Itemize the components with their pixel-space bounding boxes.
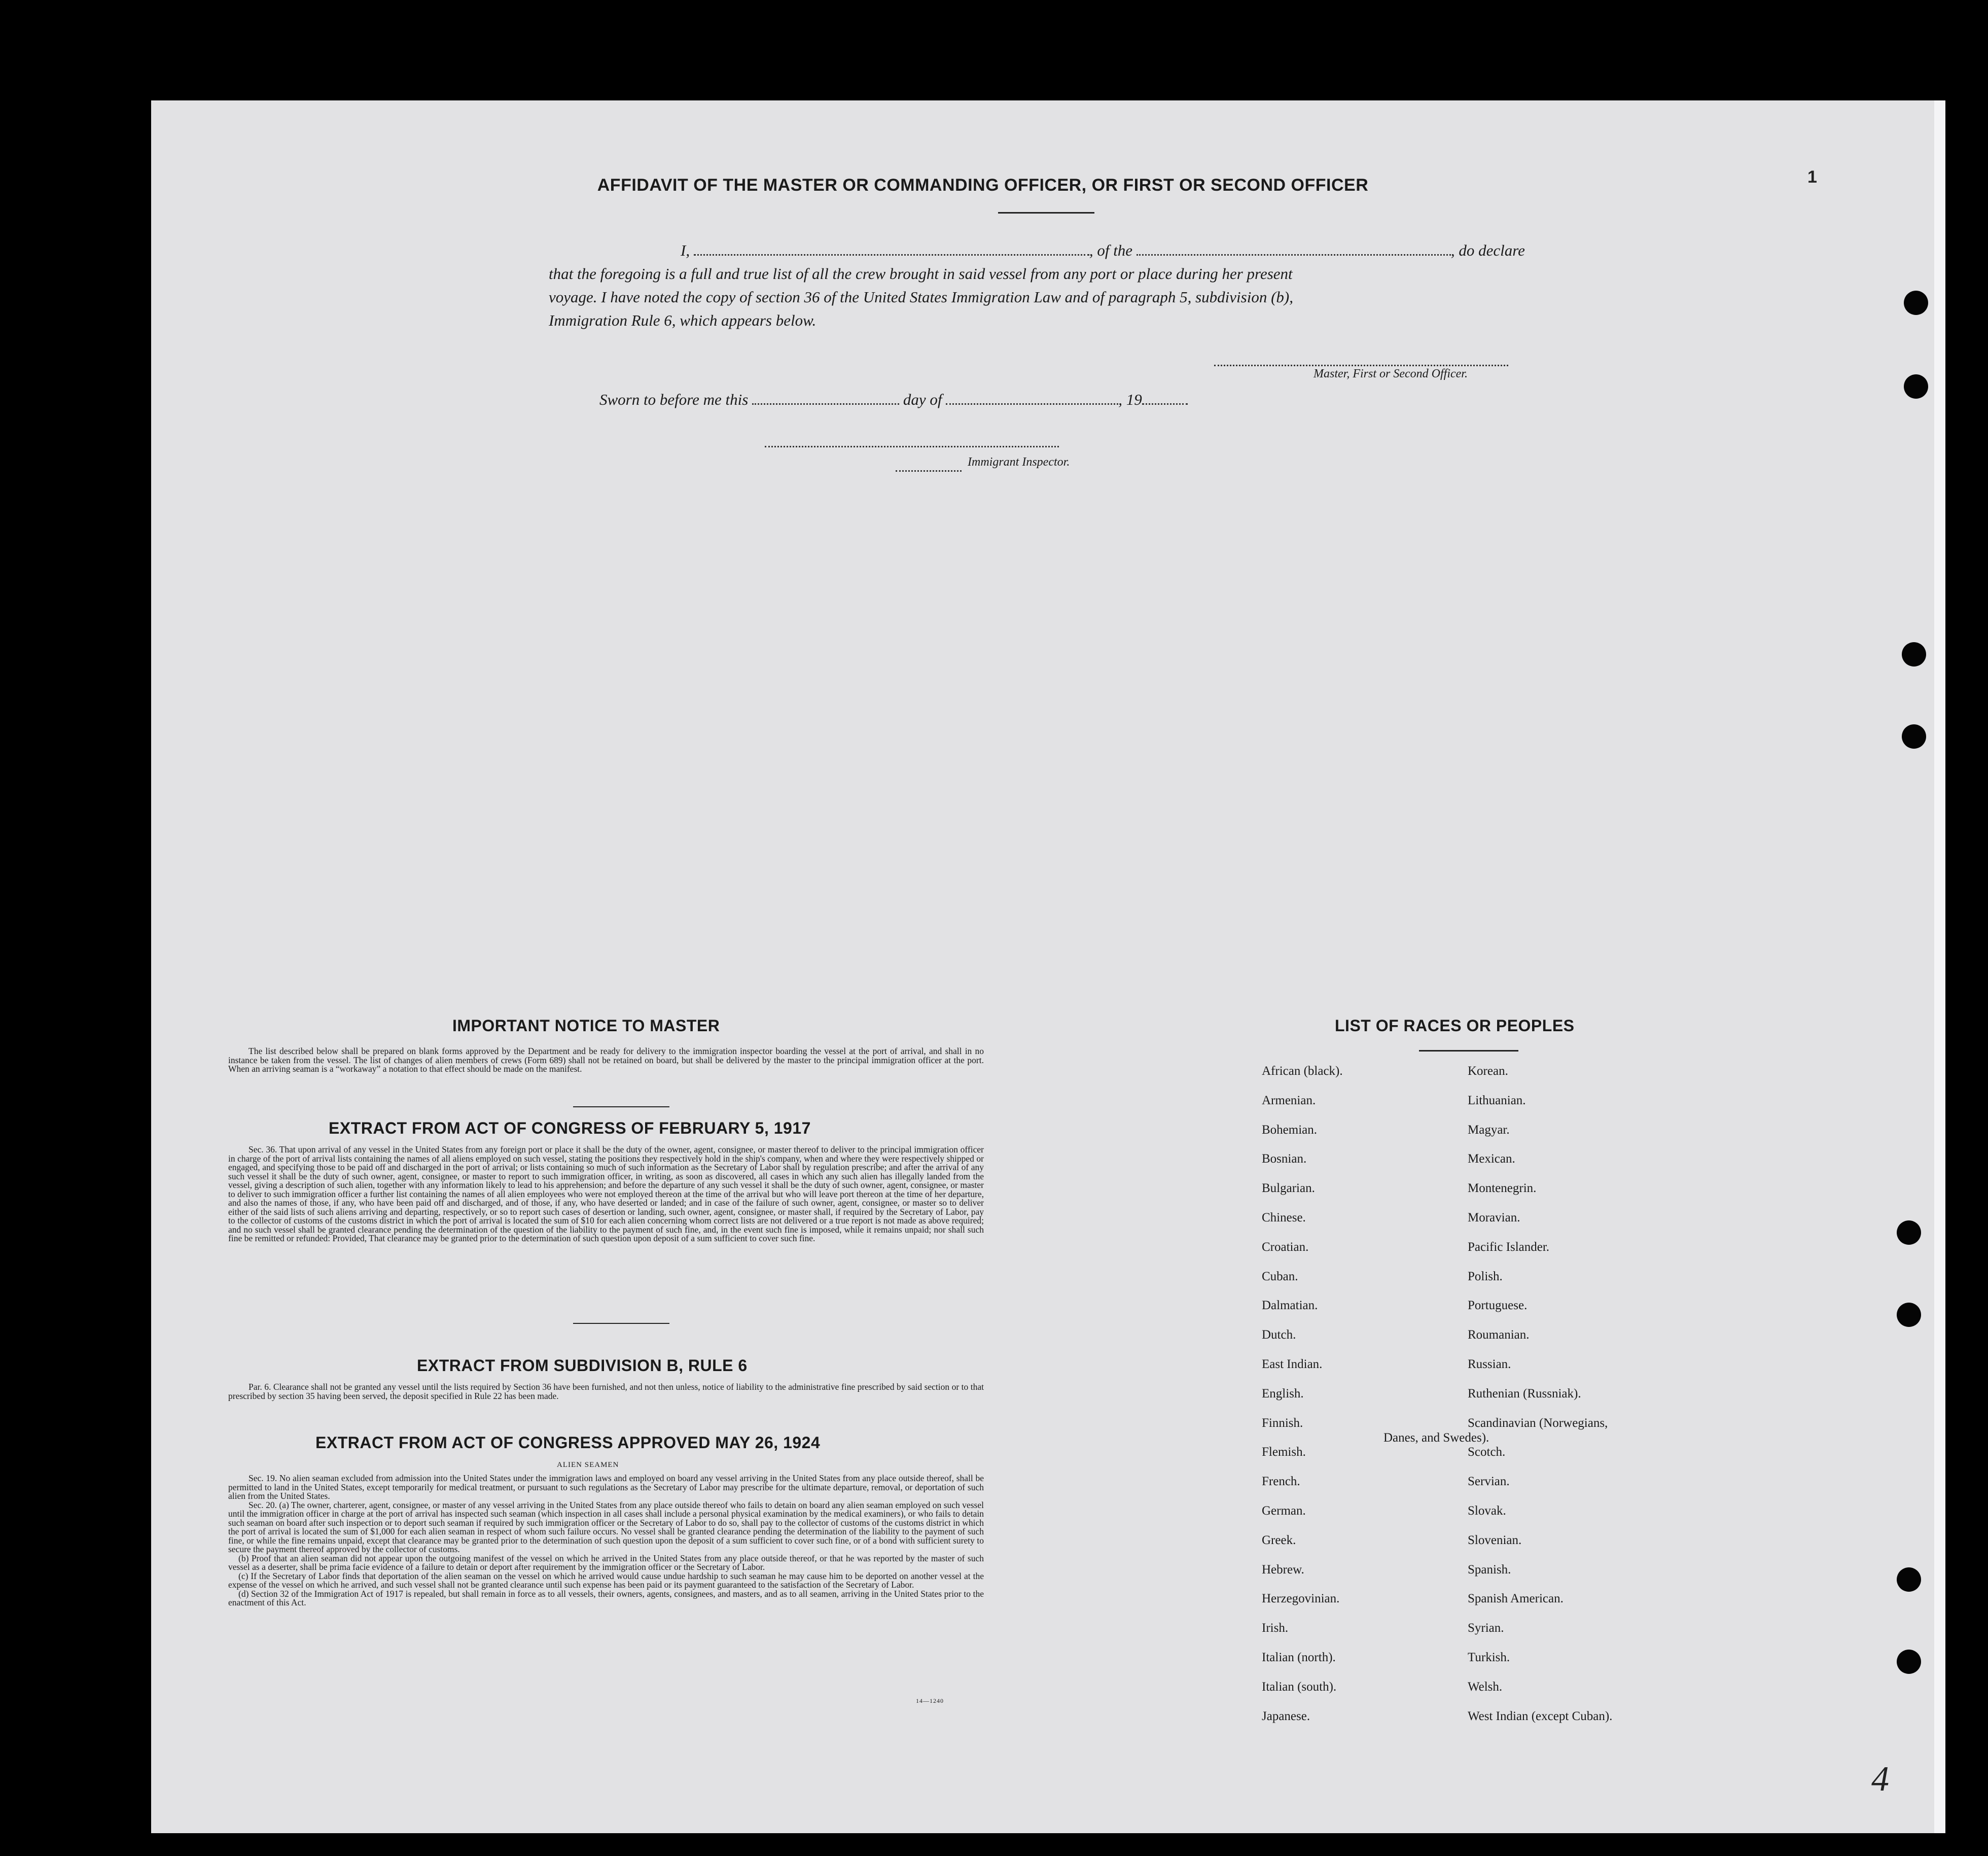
extract-1917-text: Sec. 36. That upon arrival of any vessel in the United States from any foreign port or place it shall be the duty of the owner, agent, consignee, or master thereof to deliver to the principal immigration officer in charge of the port of arrival lists containing the names of all aliens employed on such vessel, stating the positions they respectively hold in the ship's company, when and where they were respectively shipped or engaged, and specifying those to be paid off and discharged in the port of arrival; or lists containing so much of such information as the Secretary of Labor shall by regulation prescribe; and after the arrival of any such vessel it shall be the duty of such owner, agent, consignee, or master to report to such immigration officer, in writing, as soon as discovered, all cases in which any such alien has illegally landed from the vessel, giving a description of such alien, together with any information likely to lead to his apprehension; and before the departure of any such vessel it shall be the duty of such owner, agent, consignee, or master to deliver to such immigration officer a further list containing the names of all alien employees who were not employed thereon at the time of the arrival but who will leave port thereon at the time of her departure, and also the names of those, if any, who have been paid off and discharged, and of those, if any, who have deserted or landed; and in case of the failure of such owner, agent, consignee, or master so to deliver either of the said lists of such aliens arriving and departing, respectively, or so to report such cases of desertion or landing, such owner, agent, consignee, or master shall, if required by the Secretary of Labor, pay to the collector of customs of the customs district in which the port of arrival is located the sum of $10 for each alien concerning whom correct lists are not delivered or a true report is not made as above required; and no such vessel shall be granted clearance pending the determination of the question of the liability to the payment of such fine, and, in the event such fine is imposed, while it remains unpaid; nor shall such fine be remitted or refunded: Provided, That clearance may be granted prior to the determination of such question upon deposit of a sum sufficient to cover such fine.: [228, 1144, 984, 1243]
race-item: Flemish.: [1262, 1445, 1306, 1459]
race-item: Bohemian.: [1262, 1123, 1318, 1137]
race-item: Irish.: [1262, 1621, 1289, 1635]
extract-1924-text: [228, 1474, 984, 1607]
race-item: Pacific Islander.: [1468, 1240, 1550, 1254]
sec-20a: Sec. 20. (a) The owner, charterer, agent, consignee, or master of any vessel arriving in the United States from any place outside thereof who fails to detain on board any alien seaman employed on such vessel until the immigration officer in charge at the port of arrival has inspected such seaman (which inspection in all cases shall include a personal physical examination by the medical examiners), or who fails to detain such seaman on board after such inspection or to deport such seaman if required by such immigration officer or the Secretary of Labor to do so, shall pay to the collector of customs of the customs district in which the port of arrival is located the sum of $1,000 for each alien seaman in respect of whom such failure occurs. No vessel shall be granted clearance pending the determination of the liability to the payment of such fine, or while the fine remains unpaid, except that clearance may be granted prior to the determination of such question upon the deposit of a sum sufficient to cover such fine, or of a bond with sufficient surety to secure the payment thereof approved by the collector of customs.: [228, 1499, 984, 1554]
race-item: Polish.: [1468, 1269, 1503, 1283]
affidavit-text: I,: [681, 241, 690, 259]
affidavit-line-2: that the foregoing is a full and true list of all the crew brought in said vessel from any port or place during her present: [549, 265, 1293, 283]
race-item: Japanese.: [1262, 1709, 1310, 1723]
race-item: Greek.: [1262, 1533, 1296, 1547]
affidavit-text: , of the: [1089, 241, 1133, 259]
year-blank[interactable]: [1142, 403, 1188, 405]
page-number-mark: 1: [1807, 167, 1817, 187]
race-item: Scotch.: [1468, 1445, 1506, 1459]
race-item: Italian (south).: [1262, 1679, 1337, 1694]
affidavit-line-4: Immigration Rule 6, which appears below.: [549, 311, 816, 329]
races-rule: [1419, 1050, 1518, 1052]
race-item: Bosnian.: [1262, 1152, 1307, 1166]
inspector-short-line[interactable]: [896, 470, 962, 472]
alien-seamen-subtitle: ALIEN SEAMEN: [557, 1461, 619, 1469]
race-item: Korean.: [1468, 1064, 1508, 1078]
affidavit-text: , 19: [1118, 391, 1142, 408]
race-item: Bulgarian.: [1262, 1181, 1315, 1196]
race-item: Cuban.: [1262, 1269, 1298, 1283]
affidavit-text: , do declare: [1450, 241, 1525, 259]
race-item: Herzegovinian.: [1262, 1592, 1340, 1606]
page-edge: [1934, 100, 1945, 1833]
form-number: 14—1240: [916, 1697, 944, 1704]
race-item: Magyar.: [1468, 1123, 1510, 1137]
rule-6-title: EXTRACT FROM SUBDIVISION B, RULE 6: [417, 1356, 748, 1375]
affidavit-line-1: [681, 241, 1525, 260]
section-rule: [573, 1323, 669, 1324]
affidavit-text: Sworn to before me this: [599, 391, 749, 408]
race-item: Slovak.: [1468, 1504, 1506, 1518]
race-item: Finnish.: [1262, 1416, 1303, 1430]
race-item: Ruthenian (Russniak).: [1468, 1386, 1581, 1400]
race-item: West Indian (except Cuban).: [1468, 1709, 1613, 1723]
punch-hole: [1897, 1303, 1921, 1327]
race-item: Portuguese.: [1468, 1299, 1528, 1313]
race-item: English.: [1262, 1386, 1304, 1400]
race-item: Spanish American.: [1468, 1592, 1564, 1606]
affidavit-line-3: voyage. I have noted the copy of section 36 of the United States Immigration Law and of paragraph 5, subdivision (b),: [549, 288, 1293, 306]
master-signature-label: Master, First or Second Officer.: [1314, 367, 1468, 380]
race-item: Spanish.: [1468, 1562, 1511, 1577]
punch-hole: [1904, 291, 1928, 315]
handwritten-mark: 4: [1871, 1760, 1889, 1799]
race-item: French.: [1262, 1475, 1300, 1489]
race-item: Syrian.: [1468, 1621, 1504, 1635]
race-item: Mexican.: [1468, 1152, 1515, 1166]
punch-hole: [1897, 1650, 1921, 1674]
affidavit-text: day of: [903, 391, 942, 408]
punch-hole: [1902, 642, 1926, 667]
race-item: Croatian.: [1262, 1240, 1309, 1254]
race-item: Turkish.: [1468, 1651, 1510, 1664]
sec-20b: (b) Proof that an alien seaman did not appear upon the outgoing manifest of the vessel on which he arrived in the United States from any place outside thereof, or that he was reported by the master of such vessel as a deserter, shall be prima facie evidence of a failure to detain or deport after requirement by the immigration officer or the Secretary of Labor.: [228, 1553, 984, 1572]
race-item: Montenegrin.: [1468, 1181, 1537, 1196]
races-title: LIST OF RACES OR PEOPLES: [1335, 1017, 1575, 1035]
race-item: Welsh.: [1468, 1679, 1503, 1694]
punch-hole: [1904, 374, 1928, 399]
document-page: [151, 100, 1945, 1833]
punch-hole: [1897, 1220, 1921, 1245]
race-item: German.: [1262, 1504, 1306, 1518]
sworn-line: [599, 391, 1188, 409]
day-blank[interactable]: [752, 403, 899, 405]
race-item: Armenian.: [1262, 1093, 1316, 1107]
race-item: African (black).: [1262, 1064, 1343, 1078]
race-item: Moravian.: [1468, 1211, 1520, 1224]
affidavit-title: AFFIDAVIT OF THE MASTER OR COMMANDING OFFICER, OR FIRST OR SECOND OFFICER: [597, 176, 1369, 195]
inspector-signature-line[interactable]: [765, 445, 1059, 447]
punch-hole: [1902, 724, 1926, 749]
notice-title: IMPORTANT NOTICE TO MASTER: [452, 1017, 720, 1035]
race-item: Russian.: [1468, 1357, 1511, 1371]
rule-6-text: Par. 6. Clearance shall not be granted any vessel until the lists required by Section 36 have been furnished, and not then unless, notice of liability to the administrative fine prescribed by said section or to that prescribed by section 35 having been served, the deposit specified in Rule 22 has been made.: [228, 1382, 984, 1401]
race-item: Dutch.: [1262, 1328, 1296, 1342]
extract-1917-title: EXTRACT FROM ACT OF CONGRESS OF FEBRUARY 5, 1917: [329, 1119, 811, 1137]
name-blank[interactable]: [694, 254, 1089, 256]
inspector-signature-label: Immigrant Inspector.: [968, 456, 1070, 469]
race-item-continuation: Danes, and Swedes).: [1383, 1431, 1489, 1445]
title-rule: [998, 212, 1094, 214]
race-item: Lithuanian.: [1468, 1093, 1526, 1107]
vessel-blank[interactable]: [1137, 254, 1451, 256]
race-item: Hebrew.: [1262, 1562, 1304, 1577]
race-item: Italian (north).: [1262, 1651, 1336, 1664]
race-item: Slovenian.: [1468, 1533, 1522, 1547]
sec-20c: (c) If the Secretary of Labor finds that deportation of the alien seaman on the vessel on which he arrived would cause undue hardship to such seaman he may cause him to be deported on another vessel at the expense of the vessel on which he arrived, and such vessel shall not be granted clearance until such expense has been paid or its payment guaranteed to the satisfaction of the Secretary of Labor.: [228, 1570, 984, 1590]
section-rule: [573, 1106, 669, 1107]
month-blank[interactable]: [946, 403, 1118, 405]
notice-text: The list described below shall be prepared on blank forms approved by the Department and be ready for delivery to the immigration inspector boarding the vessel at the port of arrival, and shall in no instance be taken from the vessel. The list of changes of alien members of crews (Form 689) shall not be retained on board, but shall be delivered by the master to the principal immigration officer at the port. When an arriving seaman is a “workaway” a notation to that effect should be made on the manifest.: [228, 1046, 984, 1074]
sec-20d: (d) Section 32 of the Immigration Act of 1917 is repealed, but shall remain in force as to all vessels, their owners, agents, consignees, and masters, and as to all seamen, arriving in the United States prior to the enactment of this Act.: [228, 1588, 984, 1607]
punch-hole: [1897, 1567, 1921, 1592]
race-item: Chinese.: [1262, 1211, 1306, 1224]
master-signature-line[interactable]: [1214, 364, 1508, 366]
race-item: Roumanian.: [1468, 1328, 1530, 1342]
race-item: East Indian.: [1262, 1357, 1323, 1371]
sec-19: Sec. 19. No alien seaman excluded from admission into the United States under the immigration laws and employed on board any vessel arriving in the United States from any place outside thereof, shall be permitted to land in the United States, except temporarily for medical treatment, or pursuant to such regulations as the Secretary of Labor may prescribe for the ultimate departure, removal, or deportation of such alien from the United States.: [228, 1473, 984, 1501]
race-item: Servian.: [1468, 1475, 1510, 1489]
extract-1924-title: EXTRACT FROM ACT OF CONGRESS APPROVED MAY 26, 1924: [315, 1433, 821, 1452]
race-item: Dalmatian.: [1262, 1299, 1318, 1313]
race-item: Scandinavian (Norwegians,: [1468, 1416, 1608, 1430]
